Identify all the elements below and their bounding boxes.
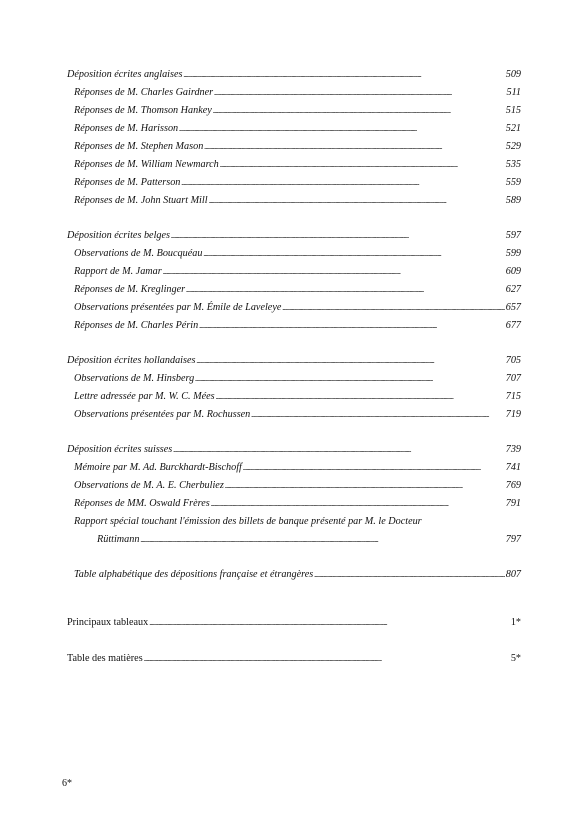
toc-page: 589 — [505, 195, 521, 206]
toc-page: 741 — [505, 462, 521, 473]
toc-entry[interactable] — [67, 263, 521, 281]
leader-dots — [149, 614, 510, 632]
toc-heading-belges[interactable] — [67, 227, 521, 245]
toc-label: Rapport de M. Jamar — [74, 266, 162, 277]
leader-dots — [196, 352, 504, 370]
toc-heading-anglaises[interactable] — [67, 66, 521, 84]
toc-label: Table alphabétique des dépositions française et étrangères — [74, 569, 314, 580]
toc-label: Réponses de M. Charles Périn — [74, 320, 199, 331]
toc-entry[interactable] — [67, 102, 521, 120]
toc-entry[interactable] — [67, 388, 521, 406]
toc-page: 515 — [505, 105, 521, 116]
leader-dots — [211, 495, 505, 513]
toc-entry[interactable] — [67, 459, 521, 477]
toc-entry[interactable] — [67, 84, 521, 102]
toc-page: 529 — [505, 141, 521, 152]
leader-dots — [144, 650, 510, 668]
toc-label: Déposition écrites hollandaises — [67, 355, 196, 366]
toc-label: Réponses de M. Charles Gairdner — [74, 87, 214, 98]
toc-entry[interactable] — [67, 317, 521, 335]
leader-dots — [181, 174, 504, 192]
section-spacer — [67, 584, 521, 614]
toc-page: 715 — [505, 391, 521, 402]
toc-entry[interactable] — [67, 406, 521, 424]
toc-entry[interactable] — [67, 174, 521, 192]
toc-page: 791 — [505, 498, 521, 509]
toc-page: 599 — [505, 248, 521, 259]
toc-heading-suisses[interactable] — [67, 441, 521, 459]
toc-page: 657 — [505, 302, 521, 313]
leader-dots — [173, 441, 504, 459]
leader-dots — [199, 317, 505, 335]
leader-dots — [209, 192, 505, 210]
toc-page: 5* — [510, 653, 521, 664]
toc-page: 609 — [505, 266, 521, 277]
toc-label: Déposition écrites suisses — [67, 444, 173, 455]
leader-dots — [179, 120, 505, 138]
toc-page: 597 — [505, 230, 521, 241]
toc-label: Déposition écrites belges — [67, 230, 170, 241]
toc-entry[interactable] — [67, 192, 521, 210]
toc-label: Réponses de M. Kreglinger — [74, 284, 186, 295]
leader-dots — [243, 459, 505, 477]
leader-dots — [203, 245, 504, 263]
leader-dots — [186, 281, 505, 299]
toc-entry[interactable] — [67, 477, 521, 495]
toc-entry[interactable] — [67, 138, 521, 156]
toc-label: Réponses de M. Stephen Mason — [74, 141, 204, 152]
toc-label: Lettre adressée par M. W. C. Mées — [74, 391, 215, 402]
toc-page: 627 — [505, 284, 521, 295]
section-spacer — [67, 632, 521, 650]
toc-label: Rapport spécial touchant l'émission des billets de banque présenté par M. le Docteur — [74, 516, 422, 527]
toc-entry-principaux-tableaux[interactable] — [67, 614, 521, 632]
toc-page: 521 — [505, 123, 521, 134]
toc-heading-hollandaises[interactable] — [67, 352, 521, 370]
toc-entry-wrapped-line1[interactable] — [67, 513, 521, 531]
toc-label: Déposition écrites anglaises — [67, 69, 183, 80]
toc-label: Réponses de M. John Stuart Mill — [74, 195, 208, 206]
leader-dots — [171, 227, 505, 245]
toc-label: Réponses de M. Thomson Hankey — [74, 105, 212, 116]
toc-label: Table des matières — [67, 653, 143, 664]
leader-dots — [195, 370, 505, 388]
toc-entry[interactable] — [67, 245, 521, 263]
toc-label: Observations présentées par M. Rochussen — [74, 409, 251, 420]
toc-label: Réponses de MM. Oswald Frères — [74, 498, 210, 509]
toc-label: Rüttimann — [97, 534, 140, 545]
toc-entry-table-des-matieres[interactable] — [67, 650, 521, 668]
leader-dots — [214, 84, 505, 102]
toc-page: 1* — [510, 617, 521, 628]
toc-page: 719 — [505, 409, 521, 420]
toc-entry[interactable] — [67, 156, 521, 174]
section-spacer — [67, 549, 521, 566]
leader-dots — [183, 66, 504, 84]
leader-dots — [140, 531, 504, 549]
toc-label: Observations présentées par M. Émile de Laveleye — [74, 302, 282, 313]
toc-label: Observations de M. A. E. Cherbuliez — [74, 480, 224, 491]
toc-page: 739 — [505, 444, 521, 455]
toc-entry[interactable] — [67, 495, 521, 513]
leader-dots — [216, 388, 505, 406]
toc-page: 511 — [506, 87, 521, 98]
section-spacer — [67, 210, 521, 227]
leader-dots — [204, 138, 504, 156]
section-spacer — [67, 335, 521, 352]
leader-dots — [213, 102, 505, 120]
toc-label: Réponses de M. William Newmarch — [74, 159, 219, 170]
toc-entry[interactable] — [67, 281, 521, 299]
leader-dots — [282, 299, 504, 317]
toc-page: 769 — [505, 480, 521, 491]
toc-label: Observations de M. Boucquéau — [74, 248, 203, 259]
toc-page: 509 — [505, 69, 521, 80]
leader-dots — [225, 477, 505, 495]
toc-page: 707 — [505, 373, 521, 384]
toc-label: Réponses de M. Harisson — [74, 123, 179, 134]
toc-label: Observations de M. Hinsberg — [74, 373, 195, 384]
leader-dots — [251, 406, 504, 424]
page-folio: 6* — [62, 778, 72, 789]
toc-page: 705 — [505, 355, 521, 366]
toc-label: Principaux tableaux — [67, 617, 149, 628]
toc-entry-wrapped-line2[interactable] — [67, 531, 521, 549]
toc-entry-alphabetical-table[interactable] — [67, 566, 521, 584]
toc-page: 535 — [505, 159, 521, 170]
toc-entry[interactable] — [67, 299, 521, 317]
leader-dots — [220, 156, 505, 174]
toc-page: 807 — [505, 569, 521, 580]
section-spacer — [67, 424, 521, 441]
toc-label: Mémoire par M. Ad. Burckhardt-Bischoff — [74, 462, 242, 473]
toc-label: Réponses de M. Patterson — [74, 177, 181, 188]
leader-dots — [163, 263, 505, 281]
toc-page: 677 — [505, 320, 521, 331]
toc-page: 797 — [505, 534, 521, 545]
toc-entry[interactable] — [67, 370, 521, 388]
toc-entry[interactable] — [67, 120, 521, 138]
toc-page: 559 — [505, 177, 521, 188]
leader-dots — [314, 566, 505, 584]
table-of-contents — [67, 66, 521, 668]
